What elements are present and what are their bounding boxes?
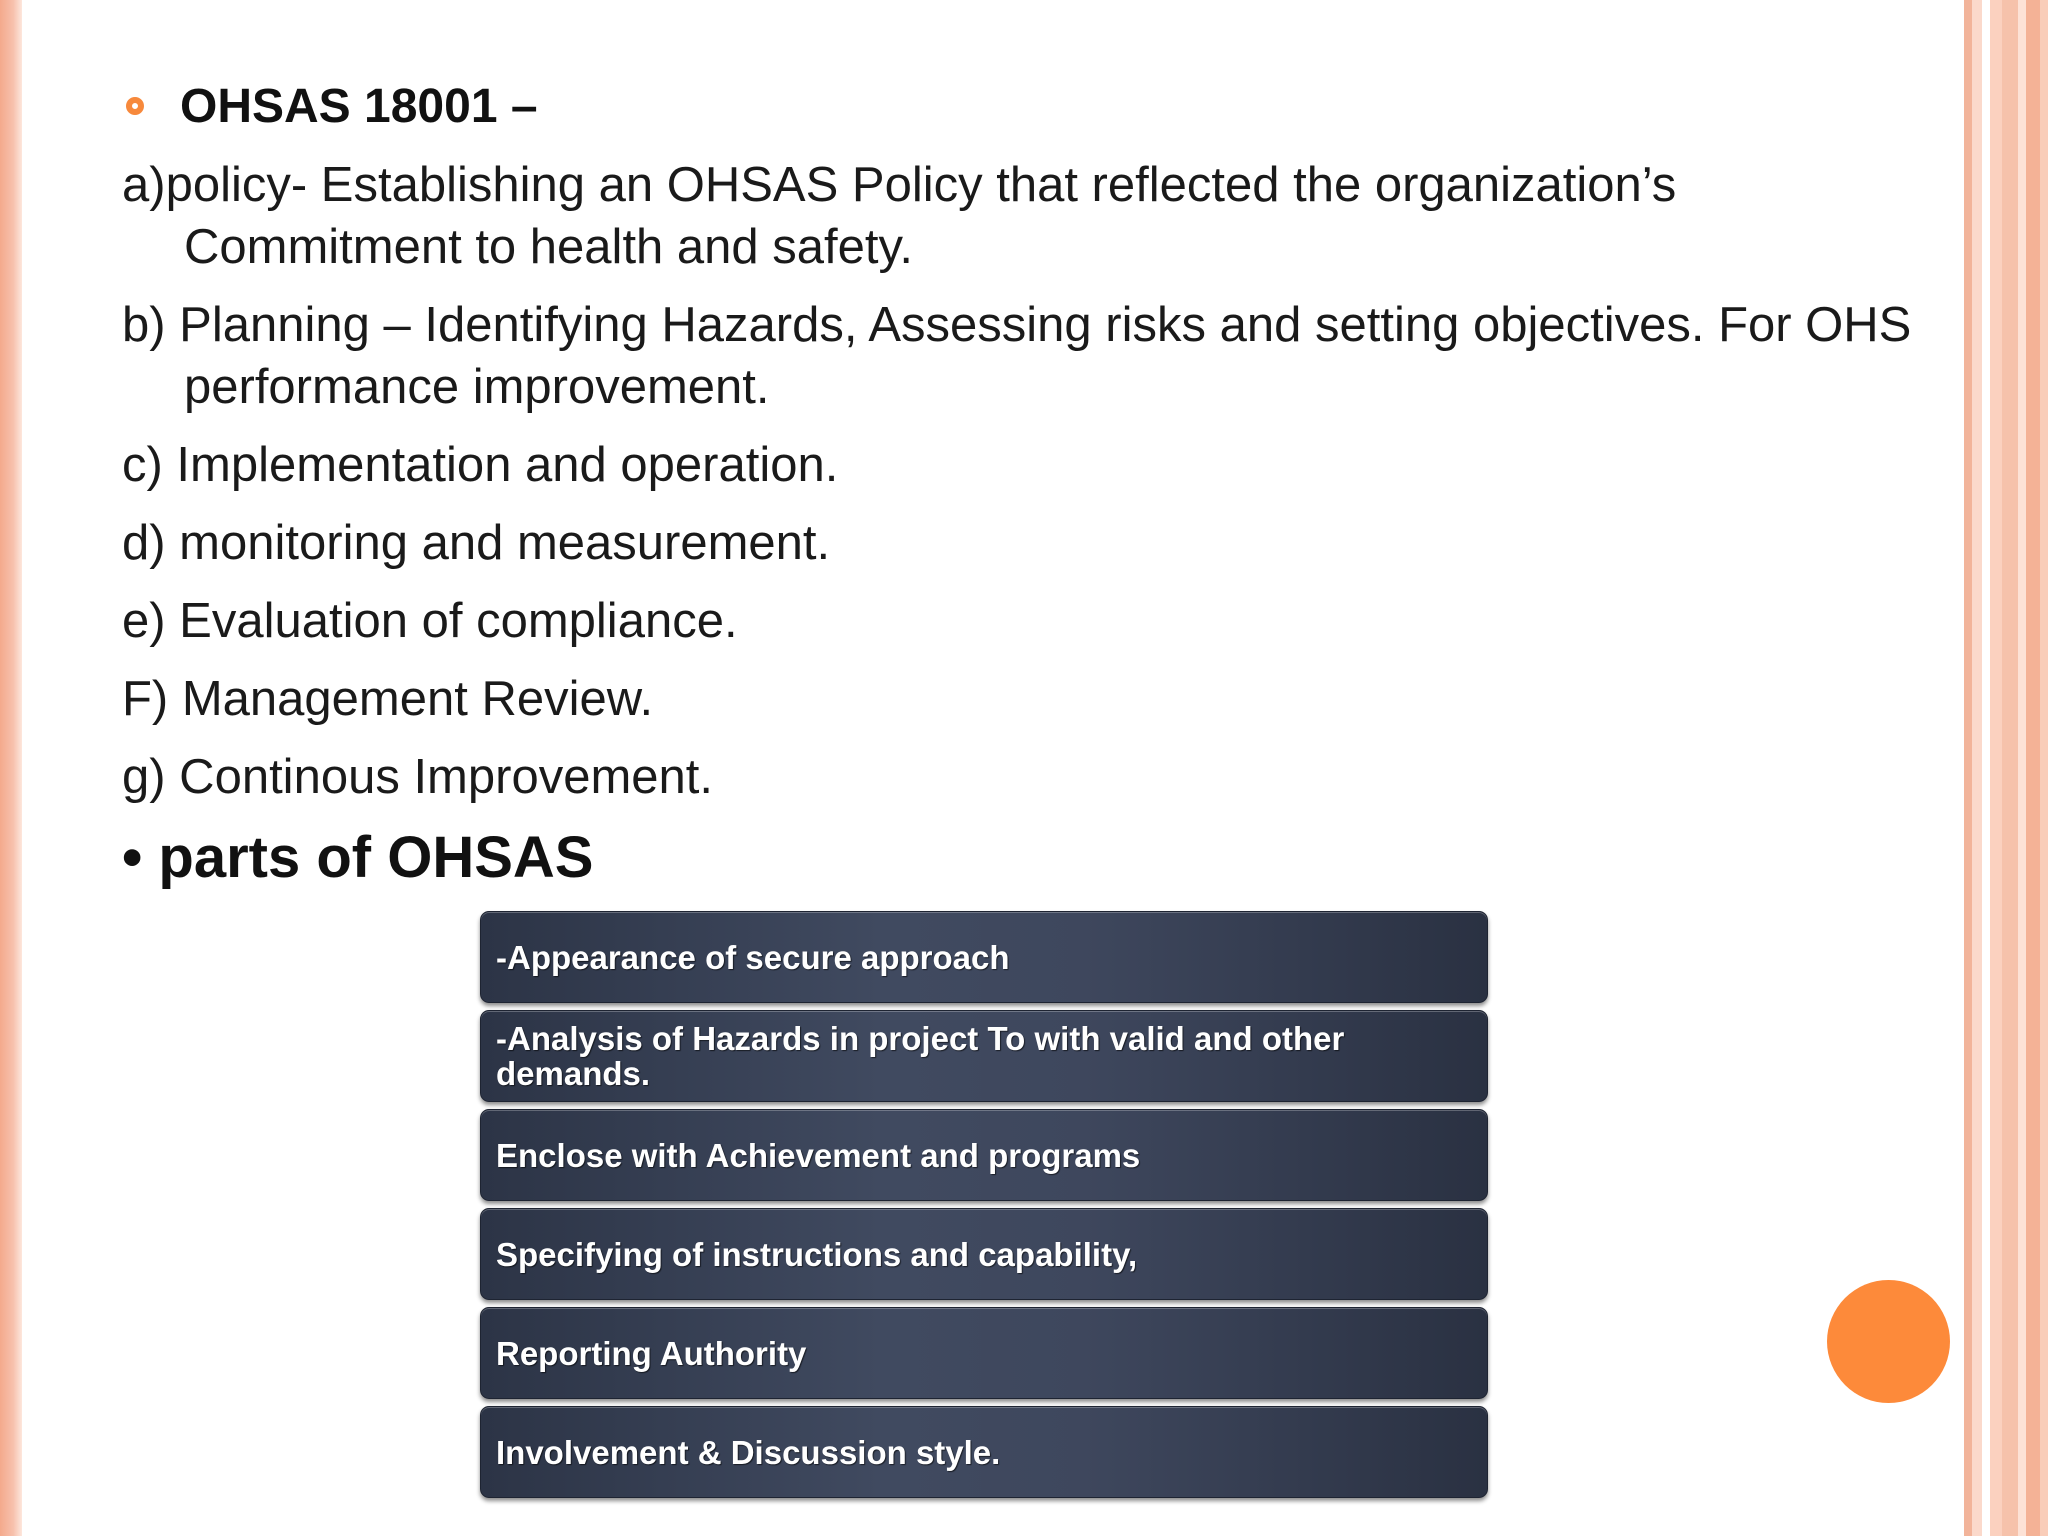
slide-heading: OHSAS 18001 – — [180, 79, 538, 133]
parts-box — [480, 911, 1488, 1003]
list-item-improvement: g) Continous Improvement. — [122, 750, 713, 804]
parts-box-label: Involvement & Discussion style. — [496, 1433, 1001, 1471]
list-item-evaluation: e) Evaluation of compliance. — [122, 594, 738, 648]
parts-box-label: -Analysis of Hazards in project To with valid and other demands. — [496, 1020, 1345, 1092]
list-item-monitoring: d) monitoring and measurement. — [122, 516, 831, 570]
left-decorative-border — [0, 0, 22, 1536]
parts-box — [480, 1406, 1488, 1498]
parts-box-list — [480, 911, 1488, 1505]
parts-box-label: -Appearance of secure approach — [496, 938, 1010, 976]
list-item-planning: b) Planning – Identifying Hazards, Assessing risks and setting objectives. For OHS performance improvement. — [122, 298, 1912, 414]
parts-heading: • parts of OHSAS — [122, 825, 594, 890]
parts-box — [480, 1109, 1488, 1201]
parts-box-label: Reporting Authority — [496, 1334, 807, 1372]
list-item-implementation: c) Implementation and operation. — [122, 438, 839, 492]
right-decorative-stripes — [1958, 0, 2048, 1536]
parts-box-label: Enclose with Achievement and programs — [496, 1136, 1141, 1174]
parts-box — [480, 1307, 1488, 1399]
parts-box — [480, 1208, 1488, 1300]
slide-content — [122, 76, 1942, 891]
parts-box — [480, 1010, 1488, 1102]
list-item-policy: a)policy- Establishing an OHSAS Policy that reflected the organization’s Commitment to health and safety. — [122, 158, 1677, 274]
orange-circle-decoration — [1827, 1280, 1950, 1403]
heading-row — [122, 76, 1942, 136]
list-item-review: F) Management Review. — [122, 672, 654, 726]
ring-bullet-icon — [126, 97, 144, 115]
parts-box-label: Specifying of instructions and capability, — [496, 1235, 1138, 1273]
